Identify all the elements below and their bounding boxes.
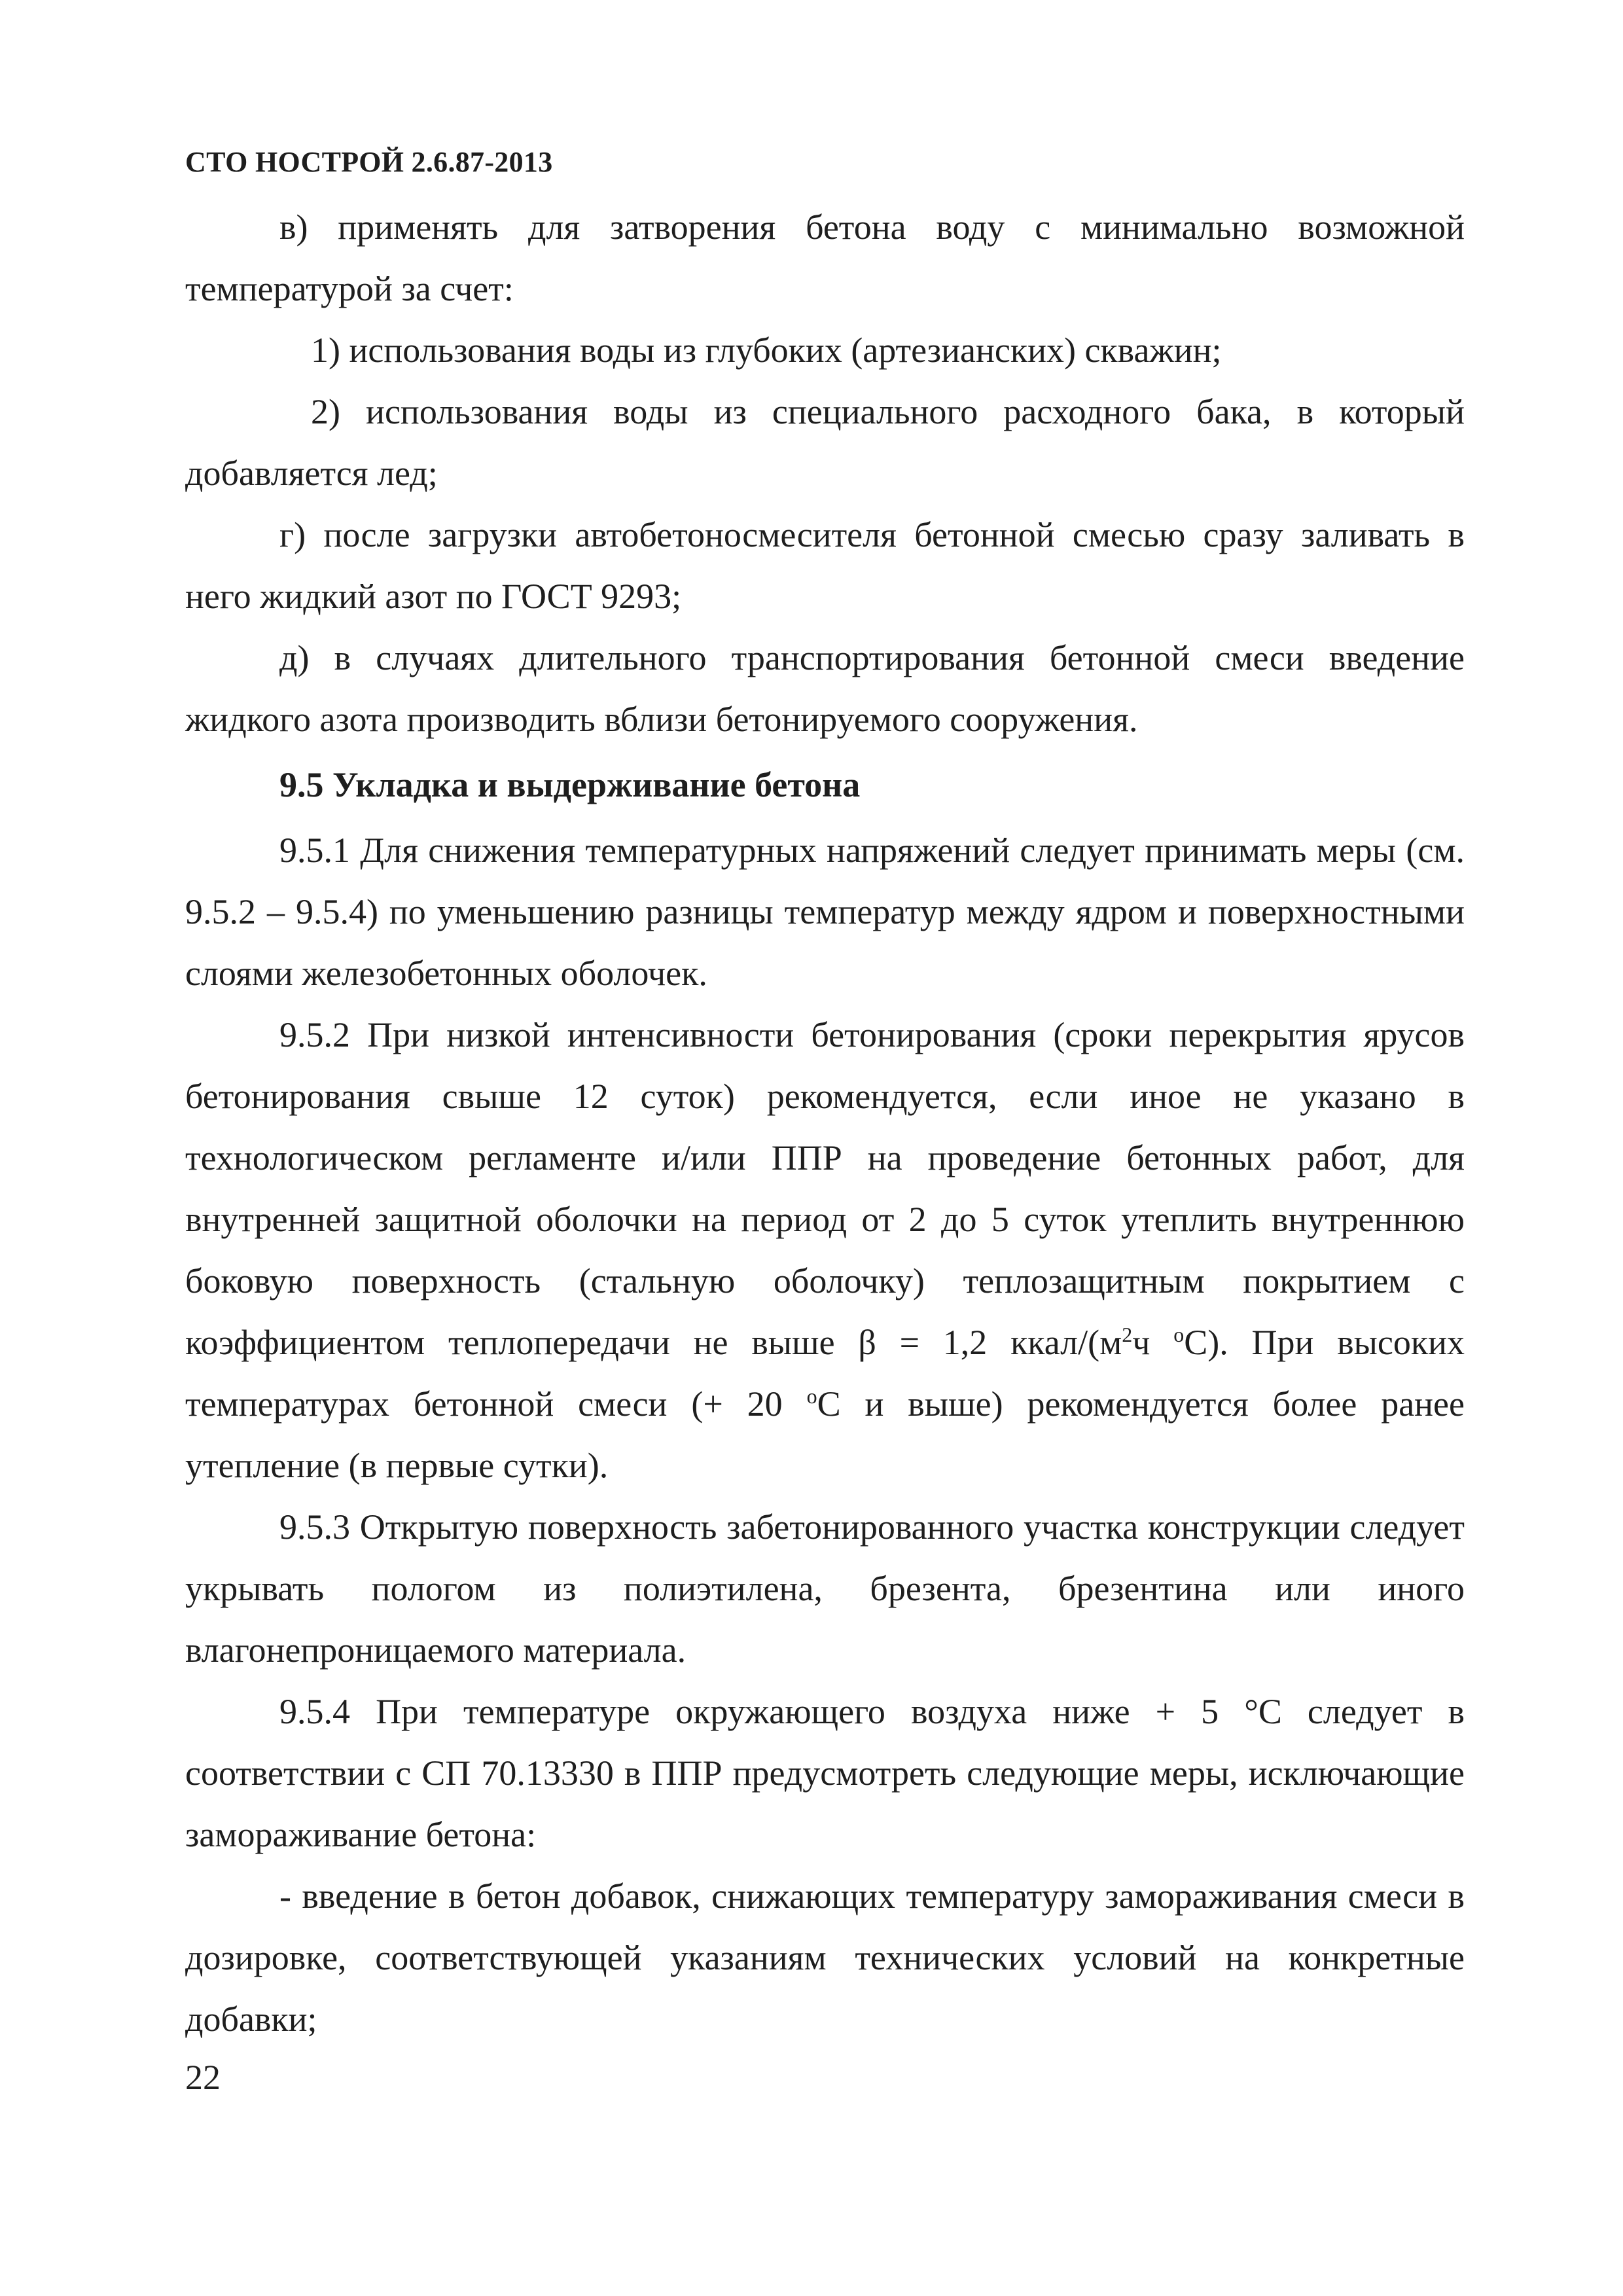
list-item-g: г) после загрузки автобетоносмесителя бетонной смесью сразу заливать в него жидкий азот по ГОСТ 9293; — [185, 515, 1465, 616]
superscript-2: 2 — [1122, 1323, 1133, 1346]
paragraph-9-5-2 — [185, 1004, 1465, 1496]
paragraph-9-5-2-text-2: ч — [1132, 1323, 1174, 1362]
paragraph-9-5-2-text-4: С и выше) рекомендуется более ранее утепление (в первые сутки). — [185, 1384, 1465, 1485]
list-item-d: д) в случаях длительного транспортирования бетонной смеси введение жидкого азота производить вблизи бетонируемого сооружения. — [185, 638, 1465, 739]
paragraph-9-5-1: 9.5.1 Для снижения температурных напряжений следует принимать меры (см. 9.5.2 – 9.5.4) по уменьшению разницы температур между ядром и поверхностными слоями железобетонных оболочек. — [185, 831, 1465, 993]
document-code-header: СТО НОСТРОЙ 2.6.87-2013 — [185, 146, 553, 178]
paragraph-9-5-2-text-3: С). При высоких температурах бетонной смеси (+ 20 — [185, 1323, 1465, 1424]
degree-superscript: o — [1173, 1323, 1185, 1346]
degree-superscript: o — [806, 1384, 817, 1408]
paragraph-9-5-2-text-1: 9.5.2 При низкой интенсивности бетонирования (сроки перекрытия ярусов бетонирования свыше 12 суток) рекомендуется, если иное не указано в технологическом регламенте и/или ППР на проведение бетонных работ, для внутренней защитной оболочки на период от 2 до 5 суток утеплить внутреннюю боковую поверхность (стальную оболочку) теплозащитным покрытием с коэффициентом теплопередачи не выше β = 1,2 ккал/(м — [185, 1015, 1465, 1362]
bullet-item: - введение в бетон добавок, снижающих температуру замораживания смеси в дозировке, соответствующей указаниям технических условий на конкретные добавки; — [185, 1876, 1465, 2039]
section-heading: 9.5 Укладка и выдерживание бетона — [279, 765, 861, 804]
list-item-v: в) применять для затворения бетона воду с минимально возможной температурой за счет: — [185, 207, 1465, 308]
list-subitem-1: 1) использования воды из глубоких (артезианских) скважин; — [311, 331, 1222, 370]
page-content — [185, 196, 1465, 2050]
paragraph-9-5-3: 9.5.3 Открытую поверхность забетонированного участка конструкции следует укрывать пологом из полиэтилена, брезента, брезентина или иного влагонепроницаемого материала. — [185, 1507, 1465, 1670]
list-subitem-2: 2) использования воды из специального расходного бака, в который добавляется лед; — [185, 392, 1465, 493]
paragraph-9-5-4: 9.5.4 При температуре окружающего воздуха ниже + 5 °С следует в соответствии с СП 70.13330 в ППР предусмотреть следующие меры, исключающие замораживание бетона: — [185, 1692, 1465, 1854]
page-number: 22 — [185, 2058, 221, 2097]
